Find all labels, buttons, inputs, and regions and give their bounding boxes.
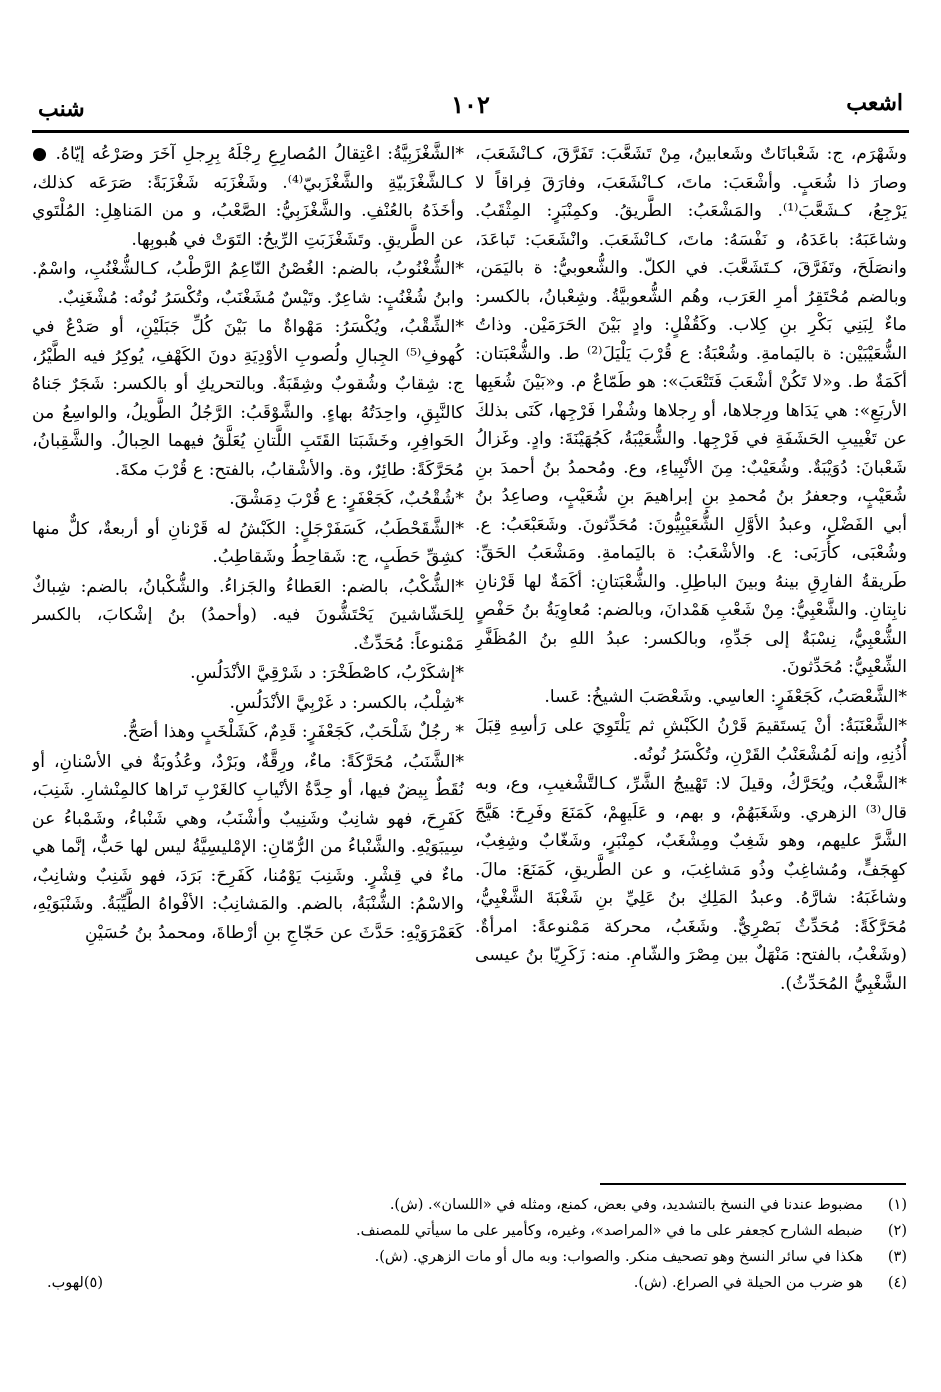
footnote bbox=[47, 1244, 907, 1270]
footnote-text: ضبطه الشارح كجعفر على ما في «المراصد»، وغيره، وكأمير على ما سيأتي للمصنف. bbox=[355, 1223, 863, 1239]
entry-paragraph: *الشُّغْنُوبُ، بالضم: الغُصْنُ النّاعِمُ الرَّطْبُ، كـالشُّغْنُبِ، واسْمٌ. وابنُ شُغْنُبٍ: شاعِرٌ. وتَيْسٌ مُشَغْنَبٌ، وتُكْسَرُ نُونُه: مُشْغَنِبٌ. bbox=[32, 259, 464, 308]
entry-paragraph: *إشكَرْبُ، كاصْطَخْرَ: د شَرْقِيَّ الأنْدَلُسِ. bbox=[190, 663, 464, 683]
right-column bbox=[475, 140, 907, 1160]
entry-paragraph: *شِلْبُ، بالكسر: د غَرْبِيَّ الأنْدَلُسِ. bbox=[229, 692, 464, 713]
page-number: ١٠٢ bbox=[451, 90, 490, 119]
footnote bbox=[47, 1192, 907, 1218]
entry-paragraph: *الشُّكْبُ، بالضم: العَطاءُ والجَزاءُ. والشُّكْبانُ، بالضم: شِباكٌ لِلحَشّاشينَ يَحْتَشُّونَ فيه. (وأحمدُ) بنُ إشْكابَ، بالكسر مَمْنوعاً: مُحَدِّثٌ. bbox=[32, 576, 464, 654]
footnotes bbox=[47, 1192, 907, 1296]
footnote-number: (٤) bbox=[887, 1275, 907, 1291]
footnote-text: لهوب. bbox=[47, 1275, 84, 1291]
page-header bbox=[30, 90, 911, 126]
footnote bbox=[47, 1218, 907, 1244]
entry-paragraph: *الشَّغْزَبِيَّةُ: اعْتِقالُ المُصارِعِ رِجْلَهُ بِرِجلِ آخَرَ وصَرْعُه إيّاهُ. ● كـالشَّغْزَبيّةِ والشَّغْزَبيّ⁽⁴⁾. وشَغْزَبَه شَغْزَبَةً: صَرَعَه كذلك، وأخَذَهُ بالعُنْفِ. والشَّغْزَبِيُّ: الصَّعْبُ، و من المَناهِلِ: المُلْتَوي عن الطَّريقِ. وتَشَغْزَبَتِ الرِّيحُ: التَوَتْ في هُبوبِها. bbox=[32, 144, 464, 250]
entry-paragraph: * رجُلٌ شَلْحَبٌ، كَجَعْفَرٍ: قَدِمٌ، كَشَلْخَبٍ وهذا أصَحُّ. bbox=[122, 722, 464, 742]
footnote-text: مضبوط عندنا في النسخ بالتشديد، وفي بعض، كمنع، ومثله في «اللسان». (ش). bbox=[389, 1197, 863, 1213]
header-rule bbox=[32, 130, 909, 133]
entry-paragraph: *الشَّقَحْطَبُ، كَسَفَرْجَلٍ: الكَبْشُ له قَرْنانِ أو أربعةٌ، كلٌّ منها كشِقِّ حَطَبٍ، ج: شَقاحِطُ وشَقاطِبُ. bbox=[32, 518, 464, 567]
entry-paragraph: *الشَّنَبُ، مُحَرَّكَةً: ماءٌ، ورِقَّةٌ، وبَرْدٌ، وعُذُوبَةٌ في الأسْنانِ، أو نُقَطٌ بِيضٌ فيها، أو حِدَّةُ الأنْيابِ كالغَرْبِ تَراها كالمِنْشارِ. شَنِبَ، كَفَرِحَ، فهو شانِبٌ وشَنِيبٌ وأشْنَبُ، وهي شَنْباءُ، وشَمْباءُ عن سِيبَوَيْهِ. والشَّنْباءُ من الرُّمّانِ: الإمْليسِيَّةُ ليس لها حَبٌّ، إنَّما هي ماءٌ في قِشْرٍ. وشَنِبَ يَوْمُنا، كَفَرِحَ: بَرَدَ، فهو شَنِبٌ وشانِبٌ، والاسْمُ: الشُّنْبَةُ، بالضم. والمَشانِبُ: الأفْواهُ الطَّيِّبَةُ. وشَنْبَوَيْهِ، كَعَمْرَوَيْهِ: حَدَّثَ عن حَجّاجِ بنِ أرْطاةَ، ومحمدُ بنُ حُسَيْنِ bbox=[32, 751, 464, 943]
footnote-number: (٣) bbox=[887, 1249, 907, 1265]
entry-paragraph: *الشَّغْبُ، ويُحَرَّكُ، وقيلَ لا: تَهْييجُ الشَّرِّ، كـالتَّشْغيبِ، وع، وبه قال⁽³⁾ الزهري. وشَغَبَهُمْ، و بهم، و عَلَيهِمْ، كَمَنَعَ وفَرِحَ: هَيَّجَ الشَّرَّ عليهم، وهو شَغِبٌ ومِشْغَبٌ، كمِنْبَرٍ، وشَغّابٌ وشِغِبٌ، كهِجَفٍّ، ومُشاغِبٌ وذُو مَشاغِبَ، و عن الطَّريقِ، كَمَنَعَ: مالَ. وشاغَبَهُ: شارَّهُ. وعبدُ المَلِكِ بنُ عَلِيِّ بنِ شَغْبَةَ الشَّغْبِيُّ، مُحَرَّكَةً: مُحَدِّثٌ بَصْرِيٌّ. وشَغَبُ، محركة مَمْنوعةً: امرأةٌ. (وشَغْبُ، بالفتح: مَنْهَلٌ بين مِصْرَ والشّامِ. منه: زَكَرِيّا بنُ عيسى الشَّغْبِيُّ المُحَدِّثُ). bbox=[475, 774, 907, 994]
footnote-number: (١) bbox=[887, 1197, 907, 1213]
entry-paragraph: *شُقْحُبٌ، كَجَعْفَرٍ: ع قُرْبَ دِمَشْقَ. bbox=[229, 489, 464, 509]
entry-paragraph: وشَهْرَم، ج: شَعْبانَاتٌ وشَعابينُ، مِنْ تَشَعَّبَ: تَفَرَّقَ، كـانْشَعَبَ، وصارَ ذا شُعَبٍ. وأشْعَبَ: ماتَ، كـانْشَعَبَ، وفارَقَ فِراقاً لا يَرْجِعُ، كـشَعَّبَ⁽¹⁾. والمَشْعَبُ: الطَّريقُ. وكمِنْبَرٍ: المِثْقَبُ. وشاعَبَهُ: باعَدَهُ، و نَفْسَهُ: ماتَ، كـانْشَعَبَ. وانْشَعَبَ: تَباعَدَ، وانصَلَحَ، وتَفَرَّقَ، كـتَشَعَّبَ. في الكلّ. والشُّعوبيُّ: ة باليَمَن، وبالضم مُحْتَقِرُ أمرِ العَرَب، وهُم الشُّعوبيَّةُ. وشِعْبانُ، بالكسر: ماءٌ لِبَنِي بَكْرِ بنِ كِلاب. وكَقُفْلٍ: وادٍ بَيْنَ الحَرَمَيْن. وذاتُ الشُّعَيْبَيْن: ة باليَمامةِ. وشُعْبَةُ: ع قُرْبَ يَلْيَلَ⁽²⁾ ط. والشُّعْبَتان: أكَمَةٌ ط. و«لا تَكُنْ أشْعَبَ فَتَتْعَبَ»: هو طَمّاعٌ م. و«بَيْنَ شُعَبِها الأربَعِ»: هي يَدَاها ورِجلاها، أو رِجلاها وشُفْرا فَرْجِها، كَنَى بذلكَ عن تَغْييبِ الحَشَفَةِ في فَرْجِها. والشُّعَيْبَةُ، كَجُهَيْنَةَ: وادٍ. وغَزالُ شَعْبانَ: دُوَيْبَةٌ. وشُعَيْبٌ: مِنَ الأنْبِياءِ، وع. ومُحمدُ بنُ أحمدَ بنِ شُعَيْبٍ، وجعفرُ بنُ مُحمدِ بنِ إبراهيمَ بنِ شُعَيْبٍ، وصاعِدُ بنُ أبي الفَضْلِ، وعبدُ الأوَّلِ الشُّعَيْبِيُّونَ: مُحَدِّثونَ. وشَعَبْعَبُ: ع. وشُعْبَى، كأُرَبَى: ع. والأشْعَبُ: ة باليَمامةِ. ومَشْعَبُ الحَقِّ: طَريقةُ الفارِقِ بينهُ وبينَ الباطِلِ. والشُّعْبَتانِ: أكَمَةٌ لها قَرْنانِ نابِتانِ. والشَّعْبِيُّ: مِنْ شَعْبِ هَمْدانَ، وبالضم: مُعاوِيَةُ بنُ حَفْصٍ الشُّعْبِيُّ، نِسْبَةٌ إلى جَدِّهِ، وبالكسر: عبدُ اللهِ بنُ المُظَفَّرِ الشِّعْبِيُّ: مُحَدِّثونَ. bbox=[475, 144, 907, 677]
entry-paragraph: *الشَّعْنَبَةُ: أنْ يَستَقيمَ قَرْنُ الكَبْشِ ثم يَلْتَوِيَ على رَأسِهِ قِبَلَ أُذُنِهِ، وإنه لَمُشْعَنْبُ القَرْنِ، وتُكْسَرُ نُونُه. bbox=[475, 716, 907, 765]
footnote-text: هكذا في سائر النسخ وهو تصحيف منكر. والصواب: وبه مال أو مات الزهري. (ش). bbox=[374, 1249, 863, 1265]
entry-paragraph: *الشِّقْبُ، ويُكْسَرُ: مَهْواةٌ ما بَيْنَ كُلِّ جَبَلَيْنِ، أو صَدْعٌ في كُهوفِ⁽⁵⁾ الجِبالِ ولُصوبِ الأوْدِيَةِ دونَ الكَهْفِ، يُوكِرُ فيه الطَّيْرُ، ج: شِقابٌ وشُقوبٌ وشِقَبَةٌ. وبالتحريكِ أو بالكسر: شَجَرٌ جَناهُ كالنَّبِقِ، واحِدَتُهُ بهاءٍ. والشَّوْقَبُ: الرَّجُلُ الطَّويلُ، والواسِعُ من الحَوافِرِ، وخَشَبَتا القَتَبِ اللَّتانِ يُعَلَّقُ فيهما الحِبالُ. والشَّقِبانُ، مُحَرَّكَةً: طائِرٌ، وة. والأشْقابُ، بالفتح: ع قُرْبَ مكةَ. bbox=[32, 317, 464, 480]
footnote-number: (٢) bbox=[887, 1223, 907, 1239]
header-entry-end: شنب bbox=[38, 96, 85, 122]
footnote-text: هو ضرب من الحيلة في الصراع. (ش). bbox=[633, 1275, 863, 1291]
footnote bbox=[47, 1270, 907, 1296]
footnote-number: (٥) bbox=[83, 1275, 103, 1291]
entry-paragraph: *الشَّعْصَبُ، كَجَعْفَرٍ: العاسِي. وشَعْصَبَ الشيخُ: عَسا. bbox=[544, 686, 907, 707]
footnote-rule bbox=[600, 1183, 906, 1185]
left-column bbox=[32, 140, 464, 1160]
header-entry-start: اشعب bbox=[846, 90, 903, 116]
